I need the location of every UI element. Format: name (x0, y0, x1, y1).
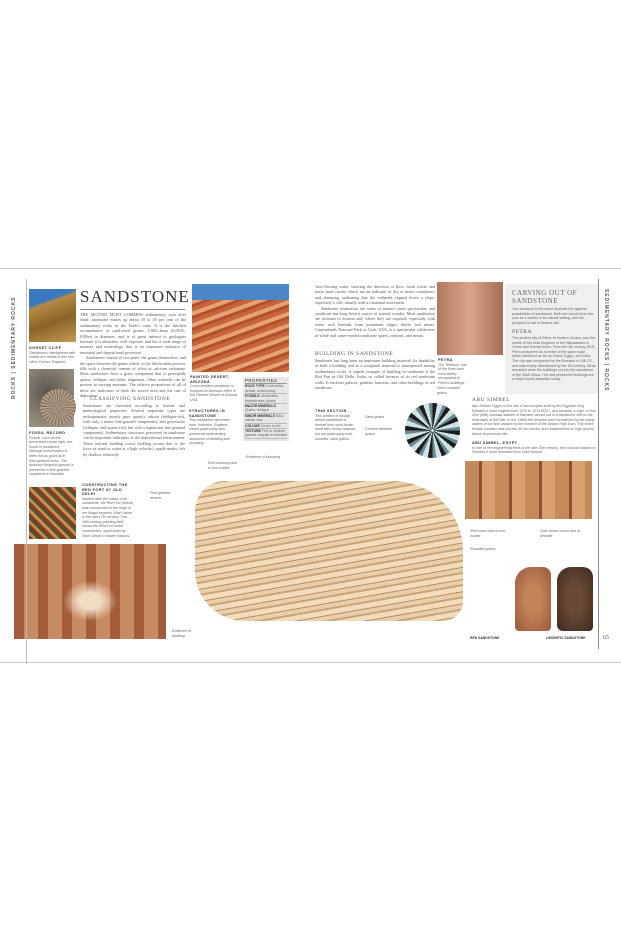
property-value: Cream to red (260, 423, 281, 428)
classifying-text: Sandstones are classified according to texture and mineralogical properties. Several important types are orthoquartzite (nearly pure quartz); arkose (feldspar-rich, with only a minor fine-grained component); and greywacke (feldspar- and quartz-rich, but with a significant fine-grained component). Sedimentary structures preserved in sandstone can be important indicators of the depositional environment. These include bedding (cross bedding occurs due to the force of wind or water at a high velocity), ripple marks, left by shallow, relatively (83, 403, 185, 457)
property-row (245, 384, 287, 394)
petra-heading: PETRA (512, 329, 532, 335)
property-key: COLOUR (245, 423, 260, 428)
label-limonitic-sandstone: LIMONITIC SANDSTONE (546, 636, 586, 640)
property-key: TEXTURE (245, 429, 261, 434)
label-cement: Cement between grains (365, 427, 393, 436)
dorset-caption: DORSET CLIFF Sandstones interlayered with shales are visible in this sea cliff in Dorset, England. (29, 346, 76, 364)
abu-simbel-photo (465, 461, 592, 519)
carving-text: Two locations in the world illustrate the ageless possibilities of sandstone. Both are carved from the rock as it stands in its natural setting, and the prospect is hair to feature still. (512, 307, 594, 325)
painted-desert-caption: PAINTED DESERT, ARIZONA Cross-bedded sandstone is exposed to dramatic effect in the Painted Desert of Arizona, USA. (190, 375, 238, 402)
label-semi-rounded: Semi-rounded grains (437, 386, 460, 395)
carving-heading: CARVING OUT OF SANDSTONE (512, 289, 578, 305)
petra-text: The ancient city of Petra, in modern Jordan, was the centre of the Arab kingdom of the Nabataeans in Greek and Roman times. From the 4th century BCE, Petra prospered as a centre of the spice trade, which stretched as far as China, Egypt, and India. The city was conquered by the Romans in 106 CE, and was mostly abandoned by the 7th century. What remained were the buildings cut into the sandstone of the Wadi Musa. The well-preserved buildings are a major tourist attraction today. (512, 336, 596, 382)
property-value: Mica, calcite, clay (245, 413, 285, 423)
book-spread (0, 268, 621, 663)
building-text: Sandstone has long been an important building material. Its durability as both a building and as a sculptural material is unsurpassed among sedimentary rocks. A superb example of building in sandstone is the Red Fort in Old Delhi, India, so called because of its red sandstone walls. It encloses palaces, gardens, barracks, and other buildings of red sandstone. (315, 358, 435, 391)
label-red-sandstone: RED SANDSTONE (470, 636, 500, 640)
section-tab-left: ROCKS | SEDIMENTARY ROCKS (11, 296, 17, 399)
label-fine-grained: Fine-grained texture (150, 491, 171, 500)
petra-caption: PETRA The Treasury, one of the finest and most widely recognized of Petra's buildings. (438, 358, 467, 385)
red-sandstone-photo (515, 567, 551, 631)
property-row (245, 394, 287, 404)
right-text: slow-flowing water, showing the direction of flow; fossil tracks and trails; mud cracks, which are an indicator of dry or desert conditions; and slumping, indicating that the sediment slipped down a slope, especially a cliff, usually with a rotational movement. Sandstone formations are some of nature's most spectacular, and sandstone has long been a source of natural wonder. Most sandstones are resistant to erosion and, where they are exposed, especially with softer rock beneath, form prominent ridges, bluffs, and mesas. Canyonlands National Park in Utah, USA, is a spectacular wilderness of wind- and water-eroded sandstone spires, canyons, and mesas. (315, 284, 435, 338)
sandstone-specimen-photo (195, 481, 463, 621)
label-bedding: Evidence of bedding (172, 629, 191, 638)
page-number: 65 (603, 635, 609, 641)
mughal-painting (29, 487, 76, 539)
divider (598, 279, 599, 649)
abu-simbel-heading: ABU SIMBEL (472, 397, 511, 403)
red-fort-caption: CONSTRUCTING THE RED FORT AT OLD DELHI Named after the colour of its sandstone, the Red Fort (below) was constructed in the reign of the Mogul emperor Shah Jahan in the mid-17th century. This 16th-century painting (left) shows the Red Fort under construction, supervised by Shah Jahan's master masons. (82, 483, 134, 538)
property-row (245, 429, 287, 439)
property-value: Fine to medium grained, angular to rounded (245, 429, 287, 438)
abu-simbel-text: Abu Simbel, Egypt, is the site of two temples built by the Egyptian king Ramses II (who reigned from 1279 to 1213 BCE), and consists, in part, of four 20m (65ft) colossal statues of Ramses carved out of a sandstone cliff on the west bank of the Nile. In the 1960s the temples were threatened by the rising waters of the Nile caused by the erection of the Aswan High Dam. The entire temple complex was cut into 30-ton blocks, and reassembled on high ground above its previous site. (472, 404, 596, 436)
dorset-cliff-photo (29, 289, 76, 342)
building-heading: BUILDING IN SANDSTONE (315, 351, 394, 357)
property-value: Vertebrates, invertebrates, plants (245, 394, 279, 403)
label-red-colouring: Red colouring due to iron oxides (208, 461, 238, 470)
property-key: MAJOR MINERALS (245, 404, 276, 409)
limonitic-sandstone-photo (557, 567, 593, 631)
classifying-heading: CLASSIFYING SANDSTONE (90, 396, 171, 402)
property-value: Quartz, feldspar (245, 408, 270, 413)
label-slumping: Evidence of slumping (246, 455, 281, 459)
property-key: MINOR MINERALS (245, 413, 275, 418)
property-key: FOSSILS (245, 394, 260, 399)
label-sand-grains: Sand grains (365, 415, 385, 419)
property-row (245, 414, 287, 424)
fossil-caption: FOSSIL RECORD Fossils, such as the ammonoid shown right, are found in sandstone, although preservation is often not as good as in finer-grained rocks. The dinosaur footprint (above) is preserved in fine-grained sandstone in Namibia. (29, 431, 74, 477)
ammonoid-fossil-photo (40, 389, 76, 425)
section-tab-right: SEDIMENTARY ROCKS | ROCKS (603, 289, 609, 392)
painted-desert-photo (192, 284, 289, 372)
thin-section-photo (405, 403, 460, 458)
property-key: ROCK TYPE (245, 384, 265, 389)
title-rule (80, 309, 185, 310)
properties-heading: PROPERTIES (245, 379, 287, 384)
property-value: Continental, detrital, sedimentary (245, 384, 284, 393)
red-fort-photo (14, 544, 166, 639)
property-row (245, 404, 287, 414)
properties-box (243, 377, 289, 441)
label-dark-brown: Dark brown colour due to limonite (540, 529, 581, 538)
structures-caption: STRUCTURES IN SANDSTONE This sandstone specimen from Yorkshire, England, shows particularly well-preserved sedimentary structures of bedding and slumping. (189, 409, 230, 446)
petra-photo (437, 282, 503, 355)
page-title: SANDSTONE (80, 287, 190, 306)
divider (26, 279, 27, 664)
label-red-colour: Red colour due to iron oxides (470, 529, 506, 538)
label-rounded: Rounded grains (470, 547, 496, 551)
abu-simbel-caption: ABU SIMBEL, EGYPT In one of the engineering feats of the late 20th century, the colossal statues of Ramses II were relocated from Lake Nasser. (472, 441, 596, 455)
intro-text: THE SECOND MOST COMMON sedimentary rock after shale, sandstone makes up about 10 to 20 per cent of the sedimentary rocks in the Earth's crust. It is the lithified accumulation of sand-sized grains, 0.063–2mm (0.0025–0.08in) in diameter, and is of great interest to geologists because it is abundant, well exposed, and has a wide range of textures and mineralogy that is an important indicator of erosional and depositional processes. Sandstones consist of two parts: the grains themselves, and the space between the grains which, in the lithification process, fills with a chemical cement of silica or calcium carbonate. Most sandstones have a grain component that is principally quartz, feldspar, and lithic fragments. Other minerals can be present in varying amounts. The relative proportions of all of these are indicators of both the source area and the rate of deposition. (80, 312, 186, 399)
thin-section-caption: THIN SECTION This section of Navajo desert sandstone is formed from wind-blown sand with clearly outlined, but not particularly well-rounded, sand grains. (315, 409, 357, 441)
